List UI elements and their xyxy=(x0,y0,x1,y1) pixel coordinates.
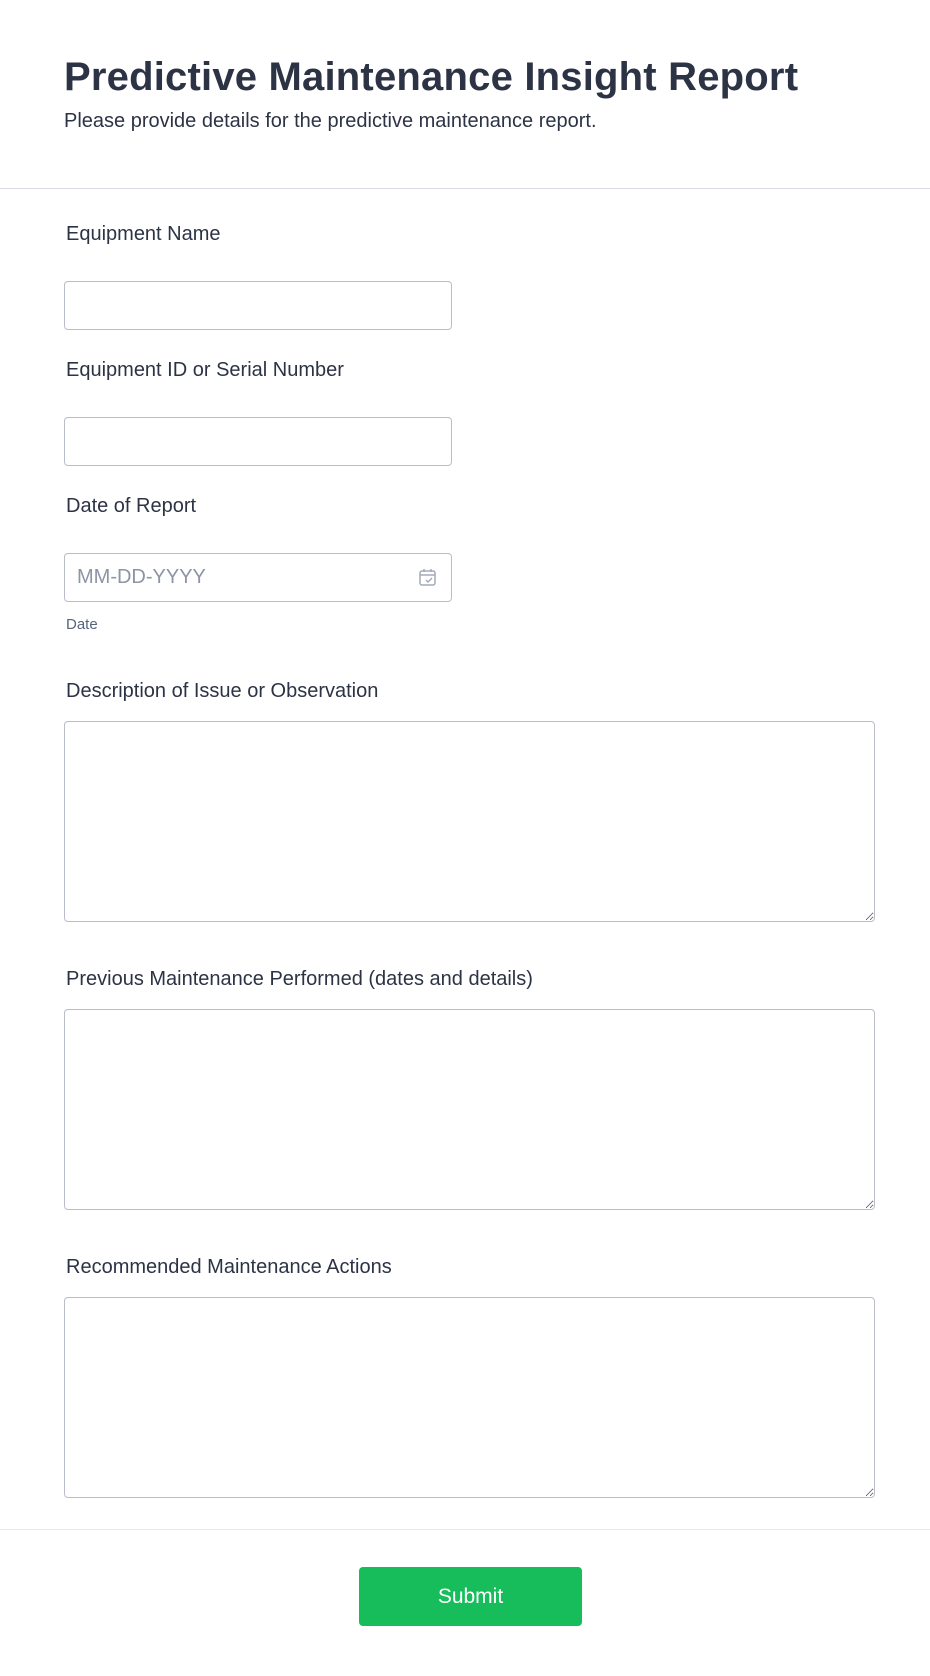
description-textarea[interactable] xyxy=(64,721,875,922)
form-header xyxy=(0,0,930,189)
recommended-actions-textarea[interactable] xyxy=(64,1297,875,1498)
page-title: Predictive Maintenance Insight Report xyxy=(64,55,799,99)
equipment-id-label: Equipment ID or Serial Number xyxy=(66,359,344,381)
page-subtitle: Please provide details for the predictive maintenance report. xyxy=(64,110,597,132)
calendar-icon[interactable] xyxy=(418,567,438,587)
date-of-report-label: Date of Report xyxy=(66,495,197,517)
equipment-id-input[interactable] xyxy=(64,417,452,466)
description-label: Description of Issue or Observation xyxy=(66,680,379,702)
submit-button[interactable]: Submit xyxy=(359,1567,582,1626)
equipment-name-input[interactable] xyxy=(64,281,452,330)
equipment-name-label: Equipment Name xyxy=(66,223,221,245)
recommended-actions-label: Recommended Maintenance Actions xyxy=(66,1256,392,1278)
footer-divider xyxy=(0,1529,930,1530)
date-of-report-input[interactable] xyxy=(64,553,452,602)
previous-maintenance-textarea[interactable] xyxy=(64,1009,875,1210)
date-sublabel: Date xyxy=(66,616,98,633)
previous-maintenance-label: Previous Maintenance Performed (dates and details) xyxy=(66,968,533,990)
